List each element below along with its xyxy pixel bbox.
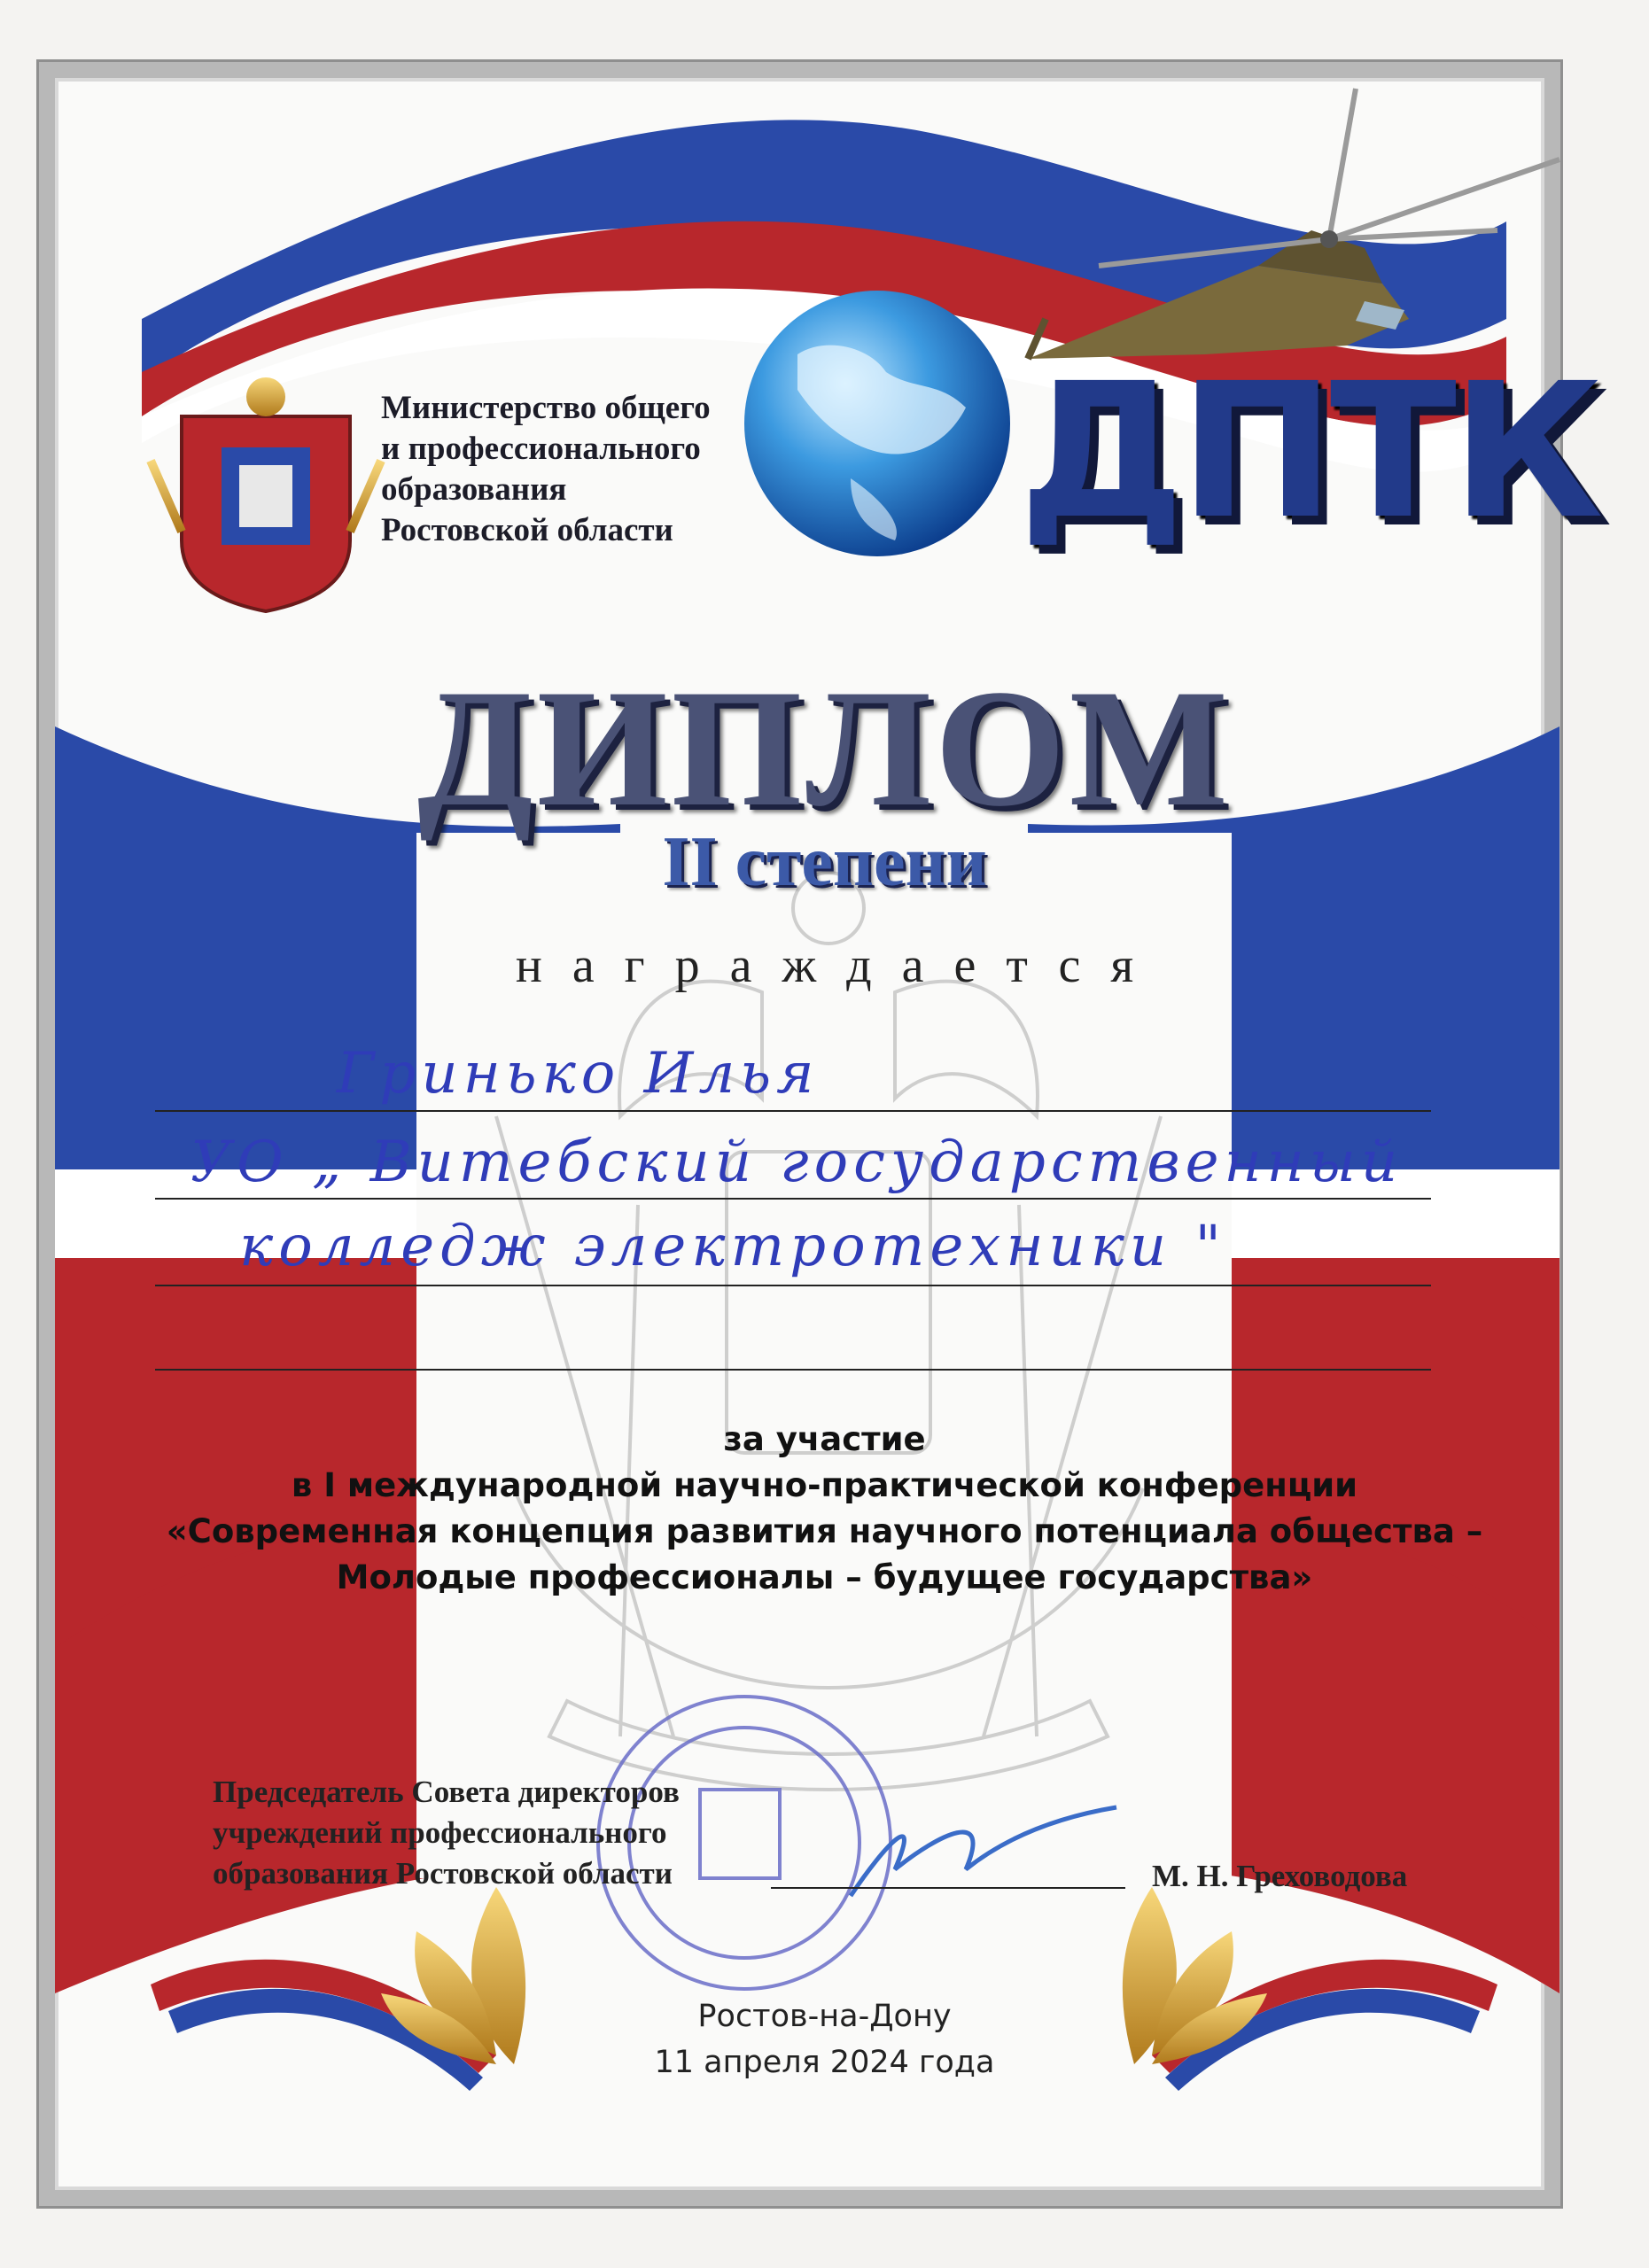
place-and-date xyxy=(0,1993,1649,2085)
signatory-position xyxy=(213,1772,762,1894)
fill-line xyxy=(155,1369,1431,1371)
ministry-line: Ростовской области xyxy=(381,512,673,548)
awarded-label: награждается xyxy=(515,938,1164,993)
ministry-line: образования xyxy=(381,471,567,508)
signatory-position-line: учреждений профессионального xyxy=(213,1815,667,1850)
reason-line-2: в I международной научно-практической конференции xyxy=(291,1466,1358,1504)
reason-line-4: Молодые профессионалы – будущее государства» xyxy=(336,1558,1313,1596)
recipient-org-line-1: УО „ Витебский государственный xyxy=(191,1130,1404,1195)
ministry-name xyxy=(381,388,753,551)
signatory-position-line: Председатель Совета директоров xyxy=(213,1775,680,1809)
reason-line-1: за участие xyxy=(723,1420,926,1458)
signature-line xyxy=(771,1887,1125,1889)
fill-line xyxy=(155,1285,1431,1286)
fill-line xyxy=(155,1198,1431,1200)
recipient-org-line-2: колледж электротехники " xyxy=(239,1214,1226,1279)
ministry-line: и профессионального xyxy=(381,431,701,467)
recipient-name: Гринько Илья xyxy=(337,1041,820,1107)
date: 11 апреля 2024 года xyxy=(654,2045,995,2080)
organizer-logo-text: ДПТК xyxy=(1019,343,1598,560)
signatory-position-line: образования Ростовской области xyxy=(213,1856,673,1891)
reason-line-3: «Современная концепция развития научного потенциала общества – xyxy=(166,1512,1483,1550)
signatory-name: М. Н. Греховодова xyxy=(1152,1859,1408,1893)
diploma-degree: II степени xyxy=(662,823,987,901)
fill-line xyxy=(155,1110,1431,1112)
globe-icon xyxy=(744,291,1010,556)
ministry-line: Министерство общего xyxy=(381,390,711,426)
diploma-title: ДИПЛОМ xyxy=(417,656,1232,842)
city: Ростов-на-Дону xyxy=(697,1999,952,2034)
